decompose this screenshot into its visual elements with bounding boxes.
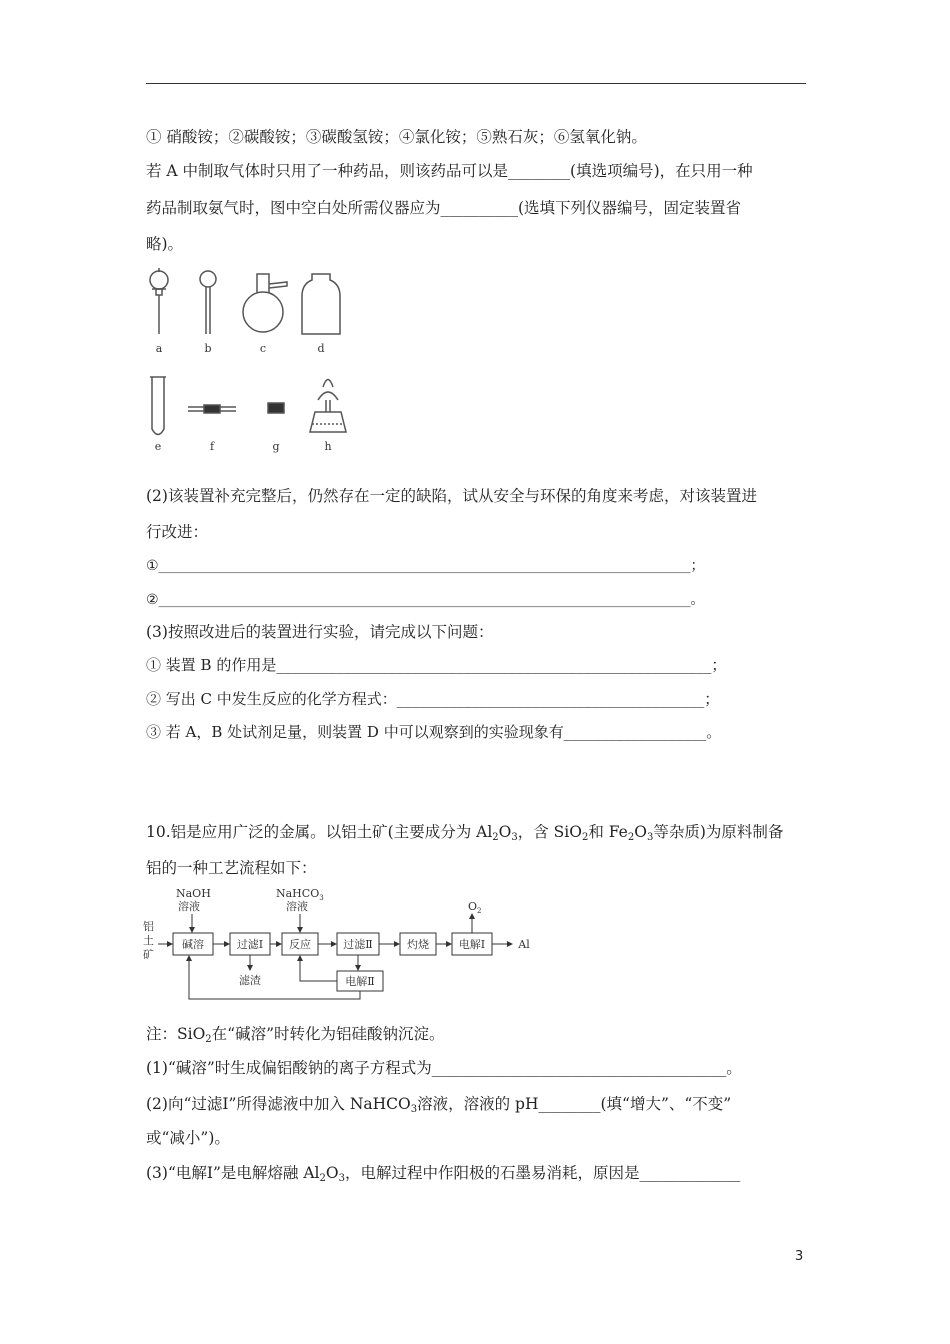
- question-line: 或“减小”)。: [146, 1129, 230, 1147]
- raw-material-label: 铝: [143, 920, 154, 933]
- question-line: ③ 若 A，B 处试剂足量，则装置 D 中可以观察到的实验现象有___________________。: [146, 723, 722, 741]
- answer-blank: ①____________________________________________________________________________；: [146, 558, 705, 574]
- question-line: 若 A 中制取气体时只用了一种药品，则该药品可以是________(填选项编号)，在只用一种: [146, 162, 753, 180]
- alcohol-lamp-icon: [310, 380, 346, 433]
- question-line: 药品制取氨气时，图中空白处所需仪器应为__________(选填下列仪器编号，固定装置省: [146, 199, 742, 217]
- stopper-icon: [268, 403, 284, 413]
- question-line: (3)按照改进后的装置进行实验，请完成以下问题：: [146, 623, 494, 641]
- step-filter-2: 过滤Ⅱ: [343, 938, 373, 951]
- label-a: a: [155, 342, 163, 355]
- raw-material-label: 土: [143, 934, 154, 947]
- raw-material-label: 矿: [143, 948, 154, 961]
- step-alkali-dissolve: 碱溶: [182, 938, 204, 951]
- label-h: h: [324, 440, 332, 453]
- funnel-icon: [200, 271, 216, 334]
- apparatus-figure: [140, 262, 360, 457]
- question-line: (2)该装置补充完整后，仍然存在一定的缺陷，试从安全与环保的角度来考虑，对该装置进: [146, 487, 757, 505]
- step-reaction: 反应: [289, 938, 311, 951]
- question-line: ① 装置 B 的作用是__________________________________________________________；: [146, 656, 727, 674]
- question-line: 铝的一种工艺流程如下：: [146, 859, 317, 877]
- answer-blank: ②____________________________________________________________________________。: [146, 592, 705, 608]
- product-al: Al: [518, 938, 530, 951]
- process-flow-diagram: [140, 884, 540, 1004]
- nahco3-solution-label: 溶液: [286, 900, 308, 913]
- header-rule: [146, 83, 806, 84]
- question-line: ② 写出 C 中发生反应的化学方程式：_________________________________________；: [146, 690, 720, 708]
- residue-label: 滤渣: [239, 974, 261, 987]
- question-line: (1)“碱溶”时生成偏铝酸钠的离子方程式为______________________________________。: [146, 1059, 742, 1077]
- page-number: 3: [795, 1249, 804, 1264]
- question-line: 略)。: [146, 235, 184, 253]
- label-e: e: [154, 440, 162, 453]
- label-f: f: [209, 440, 215, 453]
- question-10-line: 10.铝是应用广泛的金属。以铝土矿(主要成分为 $Al_2O_3$，含 SiO$_2$和 $Fe_2O_3$等杂质)为原料制备: [146, 823, 784, 843]
- question-line: (2)向“过滤Ⅰ”所得滤液中加入 NaHCO$_3$溶液，溶液的 pH________(填“增大”、“不变”: [146, 1095, 732, 1115]
- separatory-funnel-icon: [150, 268, 168, 334]
- o2-label: $O_2$: [468, 900, 482, 915]
- nahco3-label: NaHCO$_3$: [276, 887, 324, 902]
- note-line: 注：SiO$_2$在“碱溶”时转化为铝硅酸钠沉淀。: [146, 1025, 445, 1045]
- label-g: g: [272, 440, 280, 453]
- question-line: (3)“电解Ⅰ”是电解熔融 $Al_2O_3$，电解过程中作阳极的石墨易消耗，原因是_____________: [146, 1164, 741, 1184]
- label-b: b: [204, 342, 212, 355]
- question-line: 行改进：: [146, 523, 209, 541]
- flask-icon: [243, 274, 287, 332]
- label-c: c: [259, 342, 267, 355]
- label-d: d: [317, 342, 325, 355]
- naoh-solution-label: 溶液: [178, 900, 200, 913]
- step-filter-1: 过滤Ⅰ: [236, 938, 264, 951]
- step-calcine: 灼烧: [407, 938, 429, 951]
- naoh-label: NaOH: [176, 887, 211, 900]
- glass-tube-icon: [188, 405, 236, 413]
- step-electrolysis-1: 电解Ⅰ: [458, 938, 486, 951]
- test-tube-icon: [150, 377, 166, 435]
- step-electrolysis-2: 电解Ⅱ: [345, 975, 375, 988]
- bottle-icon: [302, 274, 340, 334]
- options-line: ① 硝酸铵；②碳酸铵；③碳酸氢铵；④氯化铵；⑤熟石灰；⑥氢氧化钠。: [146, 128, 647, 146]
